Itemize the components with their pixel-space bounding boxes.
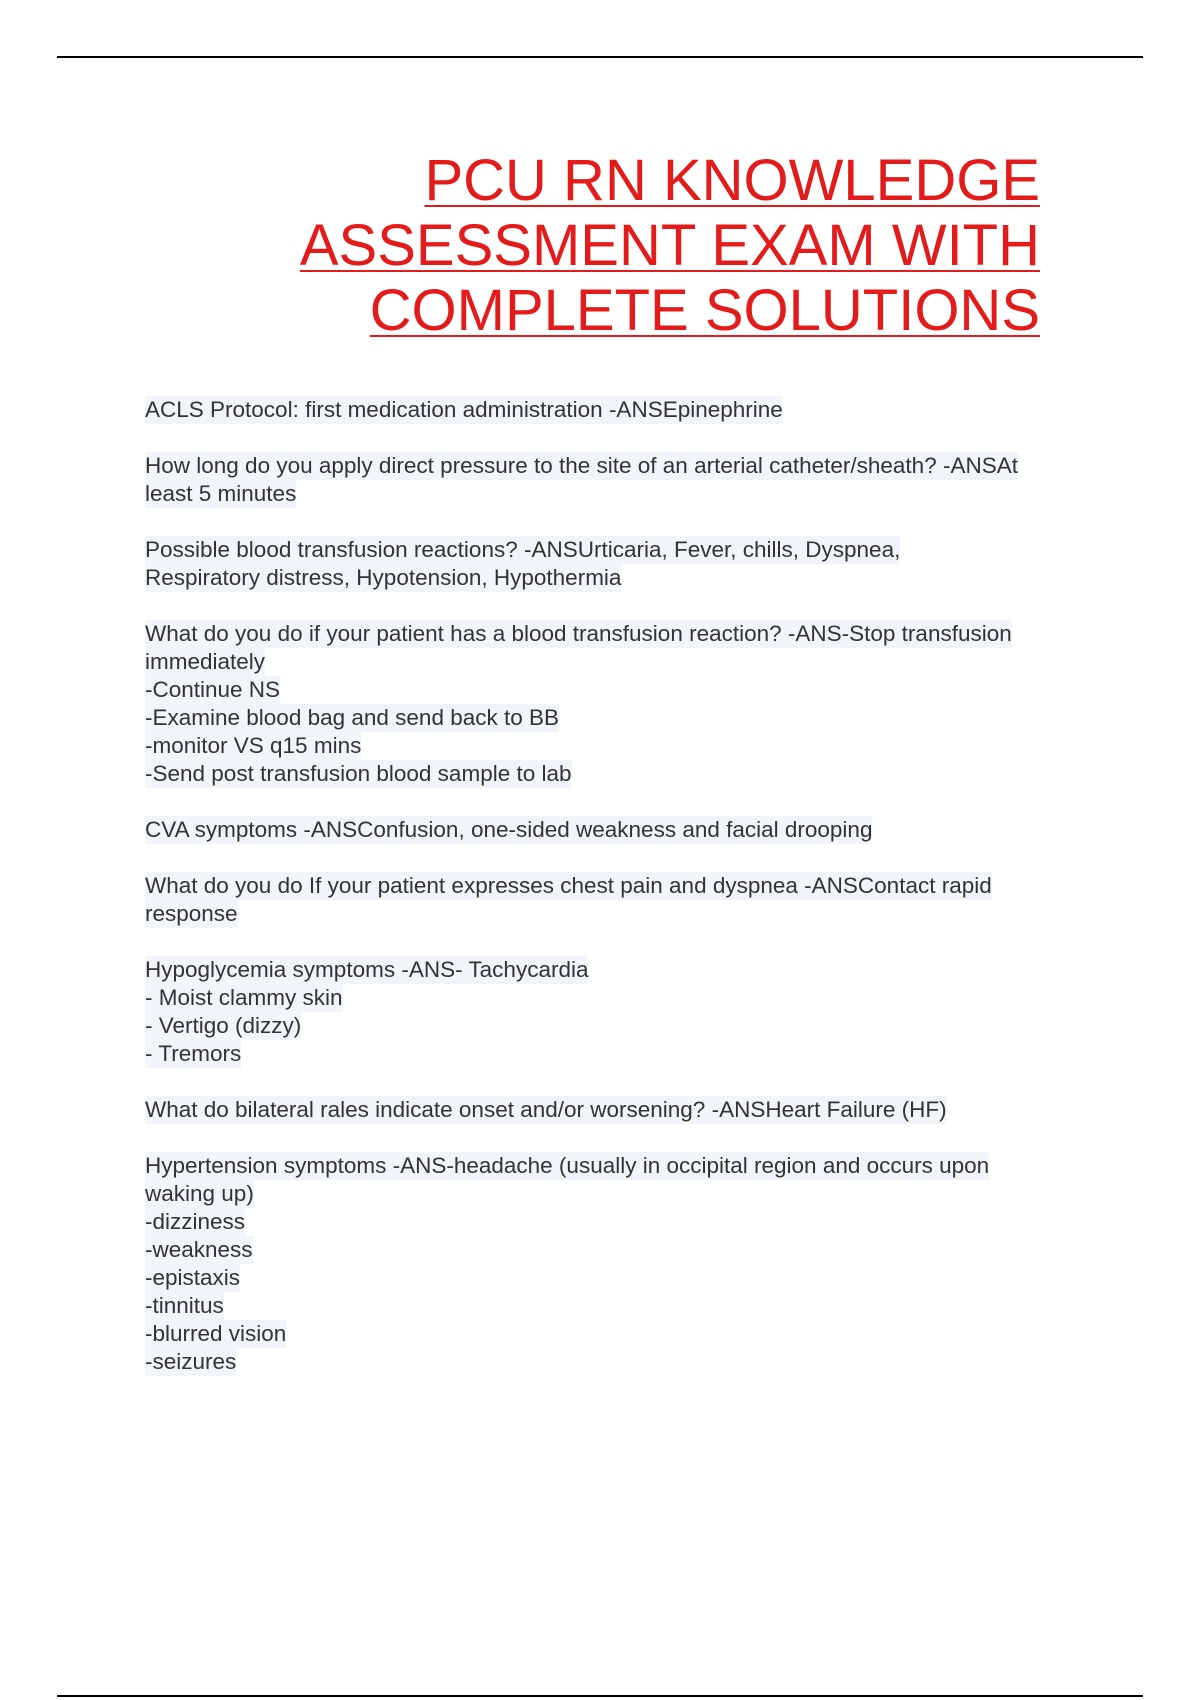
qa-line: Respiratory distress, Hypotension, Hypothermia	[145, 565, 622, 590]
qa-line: ACLS Protocol: first medication administration -ANSEpinephrine	[145, 397, 783, 422]
qa-line: -Send post transfusion blood sample to lab	[145, 761, 572, 786]
qa-entry-transfusion-response	[145, 620, 1095, 788]
qa-entry-bilateral-rales	[145, 1096, 1095, 1124]
question-answer-list	[145, 396, 1095, 1404]
qa-line: -blurred vision	[145, 1321, 287, 1346]
qa-entry-transfusion-reactions	[145, 536, 1095, 592]
qa-line: response	[145, 901, 238, 926]
document-title	[160, 148, 1040, 343]
qa-line: -epistaxis	[145, 1265, 241, 1290]
bottom-divider	[57, 1695, 1143, 1697]
qa-line: CVA symptoms -ANSConfusion, one-sided weakness and facial drooping	[145, 817, 873, 842]
qa-entry-acls	[145, 396, 1095, 424]
qa-line: What do you do if your patient has a blood transfusion reaction? -ANS-Stop transfusion	[145, 621, 1012, 646]
qa-line: Possible blood transfusion reactions? -ANSUrticaria, Fever, chills, Dyspnea,	[145, 537, 901, 562]
qa-line: What do you do If your patient expresses chest pain and dyspnea -ANSContact rapid	[145, 873, 992, 898]
qa-line: -dizziness	[145, 1209, 246, 1234]
qa-line: -seizures	[145, 1349, 237, 1374]
qa-line: - Vertigo (dizzy)	[145, 1013, 302, 1038]
qa-line: Hypoglycemia symptoms -ANS- Tachycardia	[145, 957, 589, 982]
title-line: PCU RN KNOWLEDGE	[424, 148, 1040, 213]
qa-line: least 5 minutes	[145, 481, 297, 506]
qa-line: What do bilateral rales indicate onset and/or worsening? -ANSHeart Failure (HF)	[145, 1097, 947, 1122]
qa-line: -weakness	[145, 1237, 253, 1262]
qa-entry-cva	[145, 816, 1095, 844]
qa-line: How long do you apply direct pressure to the site of an arterial catheter/sheath? -ANSAt	[145, 453, 1018, 478]
qa-entry-direct-pressure	[145, 452, 1095, 508]
qa-line: immediately	[145, 649, 266, 674]
qa-entry-hypoglycemia	[145, 956, 1095, 1068]
qa-line: -Continue NS	[145, 677, 281, 702]
title-line: COMPLETE SOLUTIONS	[369, 278, 1040, 343]
qa-line: -monitor VS q15 mins	[145, 733, 362, 758]
qa-line: -tinnitus	[145, 1293, 224, 1318]
qa-entry-hypertension	[145, 1152, 1095, 1376]
qa-line: - Tremors	[145, 1041, 242, 1066]
title-line: ASSESSMENT EXAM WITH	[299, 213, 1040, 278]
qa-line: Hypertension symptoms -ANS-headache (usually in occipital region and occurs upon	[145, 1153, 990, 1178]
qa-line: -Examine blood bag and send back to BB	[145, 705, 560, 730]
qa-entry-chest-pain	[145, 872, 1095, 928]
qa-line: - Moist clammy skin	[145, 985, 343, 1010]
qa-line: waking up)	[145, 1181, 254, 1206]
top-divider	[57, 56, 1143, 58]
